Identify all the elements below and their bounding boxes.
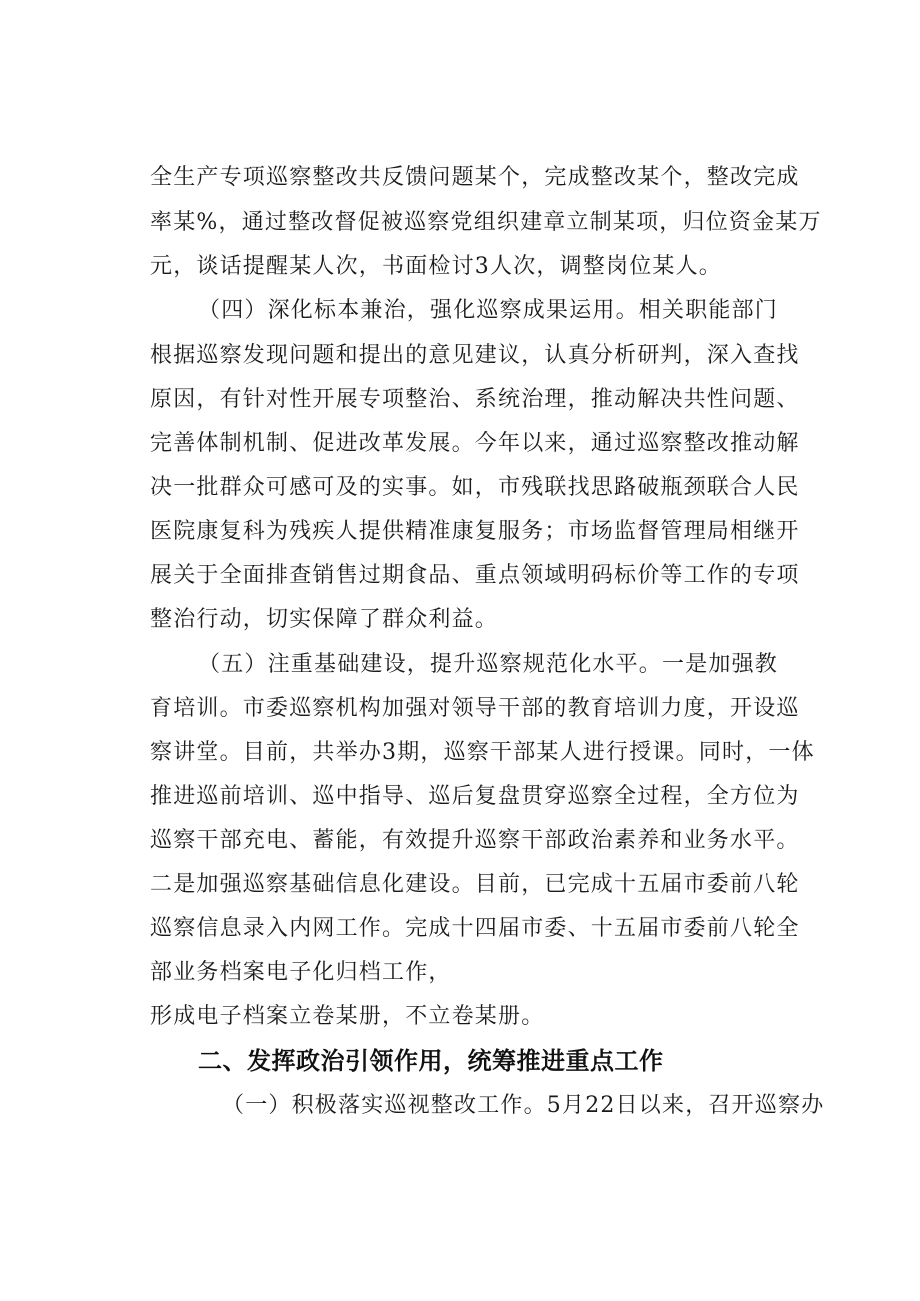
paragraph-line: 察讲堂。目前，共举办3期，巡察干部某人进行授课。同时，一体 bbox=[150, 740, 815, 765]
paragraph-line: 巡察信息录入内网工作。完成十四届市委、十五届市委前八轮全 bbox=[150, 916, 800, 941]
paragraph-line: 展关于全面排查销售过期食品、重点领域明码标价等工作的专项 bbox=[150, 563, 800, 588]
paragraph-line: （一）积极落实巡视整改工作。5月22日以来，召开巡察办 bbox=[222, 1093, 825, 1118]
paragraph-line: 根据巡察发现问题和提出的意见建议，认真分析研判，深入查找 bbox=[150, 343, 800, 368]
paragraph-line: 率某%，通过整改督促被巡察党组织建章立制某项，归位资金某万 bbox=[150, 210, 822, 235]
paragraph-line: （四）深化标本兼治，强化巡察成果运用。相关职能部门 bbox=[198, 298, 779, 323]
paragraph-line: 原因，有针对性开展专项整治、系统治理，推动解决共性问题、 bbox=[150, 387, 800, 412]
paragraph-line: 二是加强巡察基础信息化建设。目前，已完成十五届市委前八轮 bbox=[150, 872, 800, 897]
paragraph-line: 全生产专项巡察整改共反馈问题某个，完成整改某个，整改完成 bbox=[150, 165, 800, 190]
paragraph-line: （五）注重基础建设，提升巡察规范化水平。一是加强教 bbox=[198, 652, 779, 677]
paragraph-line: 推进巡前培训、巡中指导、巡后复盘贯穿巡察全过程，全方位为 bbox=[150, 784, 800, 809]
paragraph-line: 元，谈话提醒某人次，书面检讨3人次，调整岗位某人。 bbox=[150, 254, 722, 279]
section-heading: 二、发挥政治引领作用，统筹推进重点工作 bbox=[198, 1047, 664, 1075]
paragraph-line: 完善体制机制、促进改革发展。今年以来，通过巡察整改推动解 bbox=[150, 431, 800, 456]
paragraph-line: 育培训。市委巡察机构加强对领导干部的教育培训力度，开设巡 bbox=[150, 696, 800, 721]
paragraph-line: 决一批群众可感可及的实事。如，市残联找思路破瓶颈联合人民 bbox=[150, 475, 800, 500]
paragraph-line: 巡察干部充电、蓄能，有效提升巡察干部政治素养和业务水平。 bbox=[150, 828, 800, 853]
paragraph-line: 整治行动，切实保障了群众利益。 bbox=[150, 607, 499, 632]
paragraph-line: 形成电子档案立卷某册，不立卷某册。 bbox=[150, 1004, 545, 1029]
paragraph-line: 部业务档案电子化归档工作， bbox=[150, 960, 452, 985]
paragraph-line: 医院康复科为残疾人提供精准康复服务；市场监督管理局相继开 bbox=[150, 519, 800, 544]
